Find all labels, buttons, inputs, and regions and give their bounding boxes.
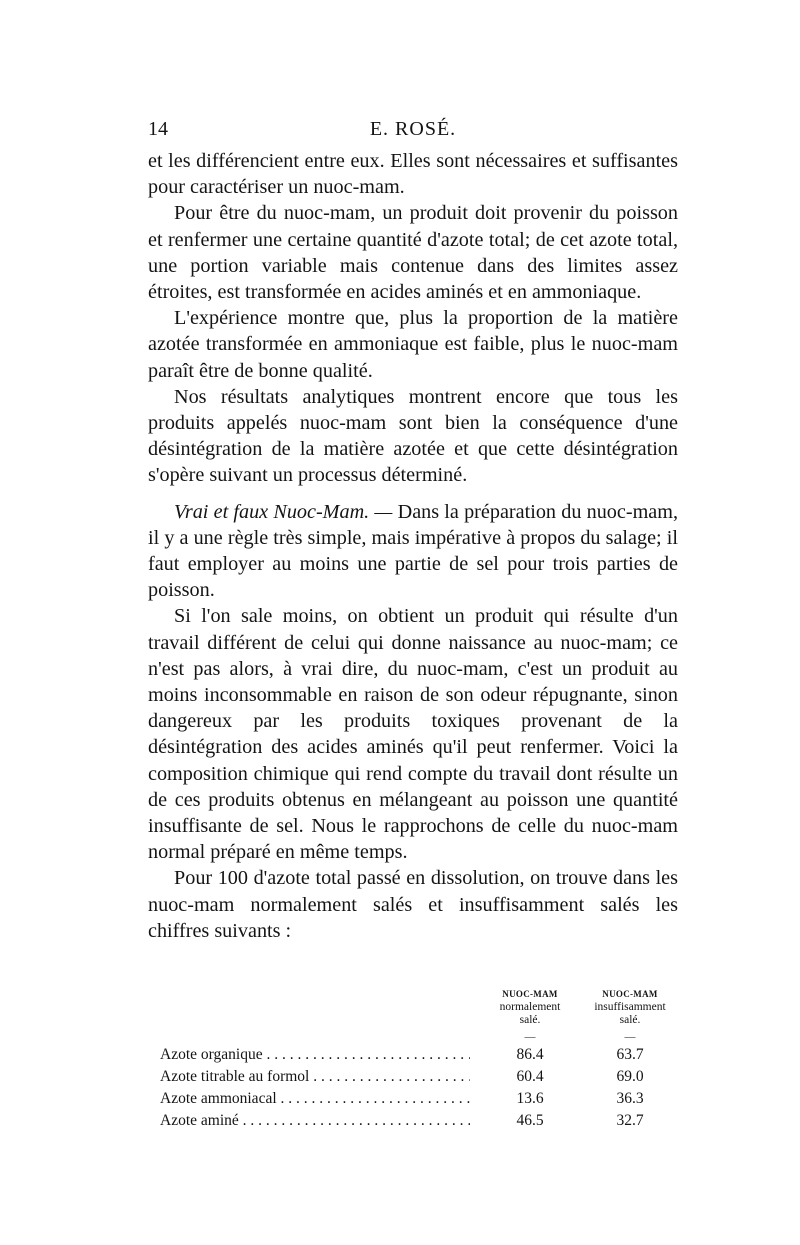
paragraph: Pour être du nuoc-mam, un produit doit provenir du poisson et renfermer une certaine quantité d'azote total; de cet azote total, une portion variable mais contenue dans des limites assez étroites, est transformée en acides aminés et en ammoniaque. xyxy=(148,202,678,304)
column-header-insufficient: NUOC-MAM insuffisamment salé. — xyxy=(594,989,666,1043)
body-text xyxy=(148,148,678,944)
table-row xyxy=(160,1044,680,1066)
value-insufficient: 69.0 xyxy=(616,1068,644,1085)
row-label: Azote ammoniacal . . . xyxy=(160,1088,470,1110)
row-label: Azote organique . . . xyxy=(160,1044,470,1066)
value-insufficient: 36.3 xyxy=(616,1090,644,1107)
paragraph: L'expérience montre que, plus la proportion de la matière azotée transformée en ammoniaque est faible, plus le nuoc-mam paraît être de bonne qualité. xyxy=(148,307,678,382)
value-normal: 86.4 xyxy=(516,1046,544,1063)
table-row xyxy=(160,1066,680,1088)
row-label: Azote aminé . . . xyxy=(160,1110,470,1132)
value-normal: 13.6 xyxy=(516,1090,544,1107)
paragraph: et les différencient entre eux. Elles sont nécessaires et suffisantes pour caractériser un nuoc-mam. xyxy=(148,150,678,199)
row-label: Azote titrable au formol . . . xyxy=(160,1066,470,1088)
running-head: E. ROSÉ. xyxy=(369,118,457,140)
page-number: 14 xyxy=(148,118,168,140)
paragraph-text: Dans la préparation du nuoc-mam, il y a une règle très simple, mais impérative à propos du salage; il faut employer au moins une partie de sel pour trois parties de poisson. xyxy=(148,500,678,602)
page-header xyxy=(148,118,678,142)
table-row xyxy=(160,1088,680,1110)
paragraph: Pour 100 d'azote total passé en dissolution, on trouve dans les nuoc-mam normalement salés et insuffisamment salés les chiffres suivants : xyxy=(148,867,678,942)
value-insufficient: 32.7 xyxy=(616,1112,644,1129)
section-title: Vrai et faux Nuoc-Mam. — xyxy=(174,500,393,523)
value-insufficient: 63.7 xyxy=(616,1046,644,1063)
column-header-normal: NUOC-MAM normalement salé. — xyxy=(499,989,561,1043)
section-paragraph xyxy=(148,499,678,604)
value-normal: 46.5 xyxy=(516,1112,544,1129)
value-normal: 60.4 xyxy=(516,1068,544,1085)
table-row xyxy=(160,1110,680,1132)
paragraph: Nos résultats analytiques montrent encore que tous les produits appelés nuoc-mam sont bien la conséquence d'une désintégration de la matière azotée et que cette désintégration s'opère suivant un processus déterminé. xyxy=(148,385,678,487)
paragraph: Si l'on sale moins, on obtient un produit qui résulte d'un travail différent de celui qui donne naissance au nuoc-mam; ce n'est pas alors, à vrai dire, du nuoc-mam, c'est un produit au moins inconsommable en raison de son odeur répugnante, sinon dangereux par les produits toxiques provenant de la désintégration des acides aminés qu'il peut renfermer. Voici la composition chimique qui rend compte du travail dont résulte un de ces produits obtenus en mélangeant au poisson une quantité insuffisante de sel. Nous le rapprochons de celle du nuoc-mam normal préparé en même temps. xyxy=(148,605,678,864)
